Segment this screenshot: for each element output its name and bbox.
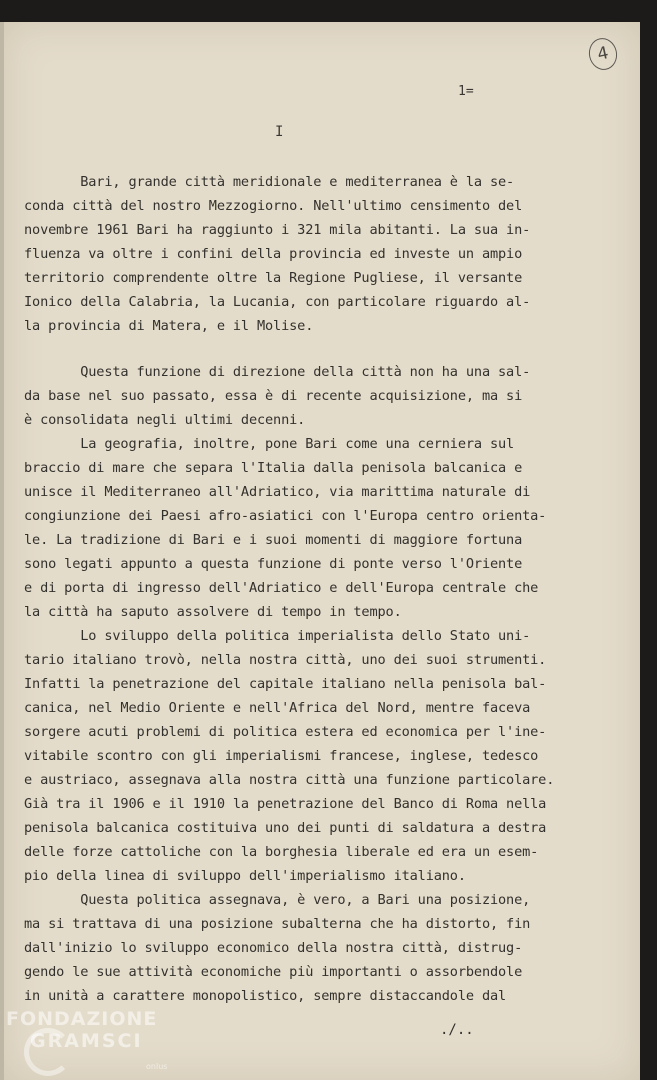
text-line: delle forze cattoliche con la borghesia liberale ed era un esem- <box>24 844 539 860</box>
text-line: novembre 1961 Bari ha raggiunto i 321 mila abitanti. La sua in- <box>24 222 531 238</box>
text-line: tario italiano trovò, nella nostra città, uno dei suoi strumenti. <box>24 652 547 668</box>
text-line: e di porta di ingresso dell'Adriatico e dell'Europa centrale che <box>24 580 539 596</box>
text-line: pio della linea di sviluppo dell'imperialismo italiano. <box>24 868 466 884</box>
text-line: sono legati appunto a questa funzione di ponte verso l'Oriente <box>24 556 523 572</box>
text-line: e austriaco, assegnava alla nostra città una funzione particolare. <box>24 772 555 788</box>
typed-body-text <box>24 170 584 1008</box>
paragraph-gap <box>24 338 584 360</box>
text-line: territorio comprendente oltre la Regione Pugliese, il versante <box>24 270 523 286</box>
text-line: fluenza va oltre i confini della provincia ed investe un ampio <box>24 246 523 262</box>
text-line: Ionico della Calabria, la Lucania, con particolare riguardo al- <box>24 294 531 310</box>
text-line: la provincia di Matera, e il Molise. <box>24 318 314 334</box>
text-line: Infatti la penetrazione del capitale italiano nella penisola bal- <box>24 676 547 692</box>
text-line: braccio di mare che separa l'Italia dalla penisola balcanica e <box>24 460 523 476</box>
text-line: penisola balcanica costituiva uno dei punti di saldatura a destra <box>24 820 547 836</box>
text-line: Lo sviluppo della politica imperialista dello Stato uni- <box>24 628 531 644</box>
text-line: Questa funzione di direzione della città non ha una sal- <box>24 364 531 380</box>
text-line: Questa politica assegnava, è vero, a Bari una posizione, <box>24 892 531 908</box>
text-line: conda città del nostro Mezzogiorno. Nell'ultimo censimento del <box>24 198 523 214</box>
text-line: Bari, grande città meridionale e mediterranea è la se- <box>24 174 515 190</box>
text-line: gendo le sue attività economiche più importanti o assorbendole <box>24 964 523 980</box>
text-line: ma si trattava di una posizione subalterna che ha distorto, fin <box>24 916 531 932</box>
text-line: vitabile scontro con gli imperialismi francese, inglese, tedesco <box>24 748 539 764</box>
chapter-numeral: I <box>275 124 284 140</box>
text-line: da base nel suo passato, essa è di recente acquisizione, ma si <box>24 388 523 404</box>
watermark-suffix: onlus <box>146 1062 168 1071</box>
text-line: Già tra il 1906 e il 1910 la penetrazione del Banco di Roma nella <box>24 796 547 812</box>
folio-number: 1= <box>458 84 474 99</box>
text-line: sorgere acuti problemi di politica estera ed economica per l'ine- <box>24 724 547 740</box>
watermark-line1: FONDAZIONE <box>6 1008 158 1030</box>
text-line: canica, nel Medio Oriente e nell'Africa del Nord, mentre faceva <box>24 700 531 716</box>
handwritten-page-number: 4 <box>586 35 620 72</box>
text-line: è consolidata negli ultimi decenni. <box>24 412 306 428</box>
watermark-logo-icon <box>24 1028 72 1076</box>
text-line: La geografia, inoltre, pone Bari come una cerniera sul <box>24 436 515 452</box>
text-line: congiunzione dei Paesi afro-asiatici con l'Europa centro orienta- <box>24 508 547 524</box>
continuation-mark: ./.. <box>440 1022 474 1038</box>
text-line: in unità a carattere monopolistico, sempre distaccandole dal <box>24 988 507 1004</box>
text-line: le. La tradizione di Bari e i suoi momenti di maggiore fortuna <box>24 532 523 548</box>
text-line: la città ha saputo assolvere di tempo in tempo. <box>24 604 402 620</box>
watermark-line2: GRAMSCI <box>30 1030 143 1052</box>
text-line: unisce il Mediterraneo all'Adriatico, via marittima naturale di <box>24 484 531 500</box>
text-line: dall'inizio lo sviluppo economico della nostra città, distrug- <box>24 940 523 956</box>
